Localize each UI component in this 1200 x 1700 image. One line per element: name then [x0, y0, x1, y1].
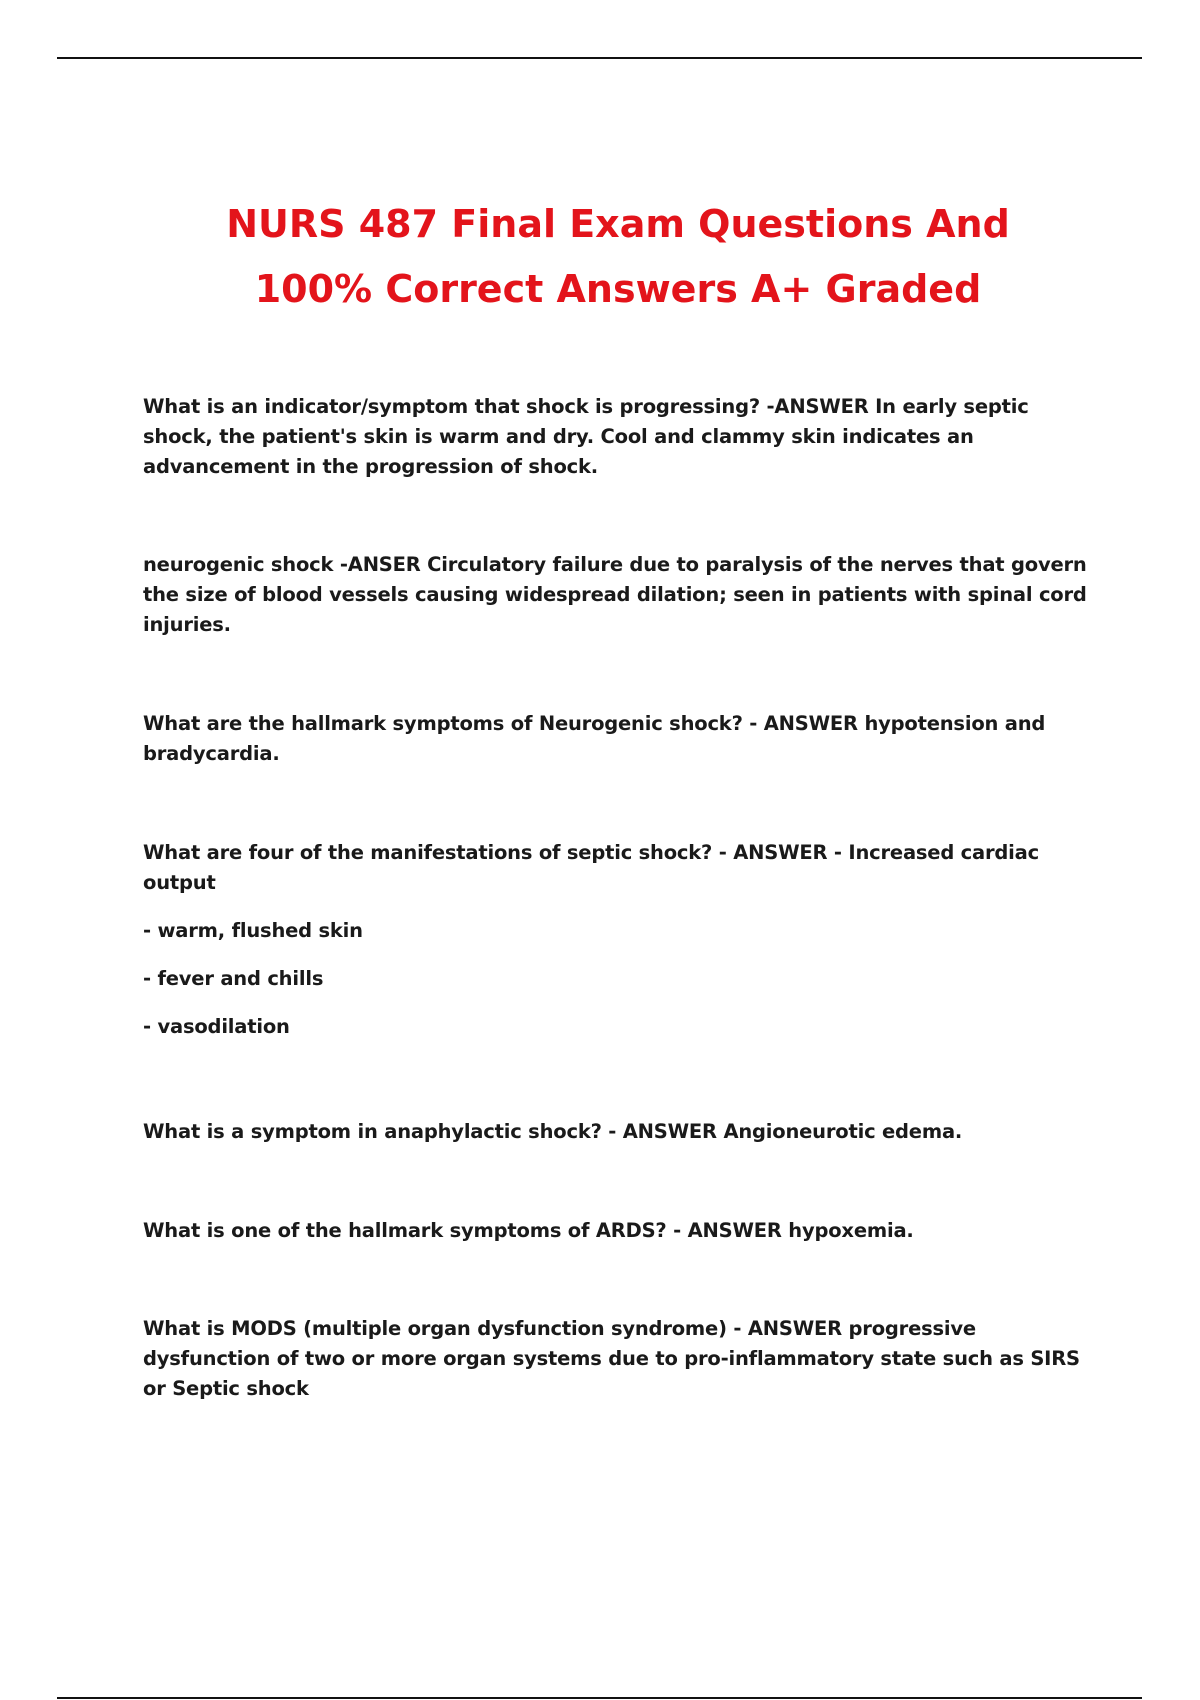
- qa-entry-neurogenic-hallmarks: [143, 709, 1088, 769]
- qa-entry-shock-progression: [143, 392, 1088, 482]
- qa-text: What is a symptom in anaphylactic shock? - ANSWER Angioneurotic edema.: [143, 1120, 963, 1143]
- document-title: [0, 192, 1200, 322]
- title-line-1: NURS 487 Final Exam Questions And: [226, 202, 1010, 246]
- qa-text: What is an indicator/symptom that shock is progressing? -ANSWER In early septic shock, the patient's skin is warm and dry. Cool and clammy skin indicates an advancement in the progression of shock.: [143, 395, 1029, 478]
- qa-entry-mods-definition: [143, 1314, 1088, 1404]
- footer-rule: [57, 1697, 1142, 1699]
- qa-text: What are the hallmark symptoms of Neurogenic shock? - ANSWER hypotension and bradycardia.: [143, 712, 1046, 765]
- qa-entry-anaphylactic-symptom: [143, 1117, 1088, 1147]
- list-item: - vasodilation: [143, 1015, 290, 1038]
- qa-text: neurogenic shock -ANSER Circulatory failure due to paralysis of the nerves that govern the size of blood vessels causing widespread dilation; seen in patients with spinal cord injuries.: [143, 553, 1087, 636]
- qa-text: What is MODS (multiple organ dysfunction syndrome) - ANSWER progressive dysfunction of two or more organ systems due to pro-inflammatory state such as SIRS or Septic shock: [143, 1317, 1080, 1400]
- title-line-2: 100% Correct Answers A+ Graded: [254, 267, 982, 311]
- list-item: - warm, flushed skin: [143, 919, 363, 942]
- qa-text: What is one of the hallmark symptoms of ARDS? - ANSWER hypoxemia.: [143, 1219, 914, 1242]
- header-rule: [57, 57, 1142, 59]
- qa-entry-septic-manifestations: [143, 838, 1088, 1042]
- qa-entry-neurogenic-shock-definition: [143, 550, 1088, 640]
- qa-entry-ards-hallmark: [143, 1216, 1088, 1246]
- list-item: - fever and chills: [143, 967, 324, 990]
- qa-text: What are four of the manifestations of septic shock? - ANSWER - Increased cardiac output: [143, 841, 1039, 894]
